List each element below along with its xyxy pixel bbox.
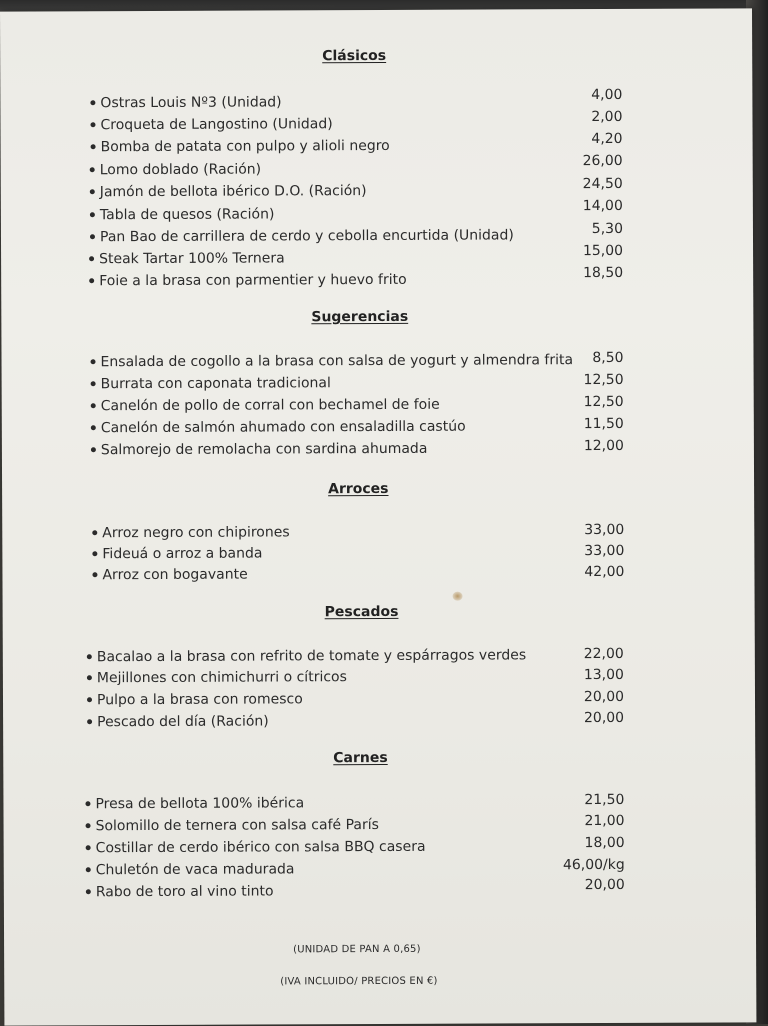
menu-item [86, 882, 274, 901]
bullet-icon [92, 551, 97, 556]
bullet-icon [86, 867, 91, 872]
bullet-icon [91, 447, 96, 452]
menu-item-name: Fideuá o arroz a banda [102, 545, 263, 563]
menu-item-price: 22,00 [583, 645, 624, 663]
bullet-icon [92, 572, 97, 577]
menu-item-price: 20,00 [584, 876, 625, 894]
bullet-icon [89, 278, 94, 283]
bullet-icon [86, 823, 91, 828]
menu-item-name: Costillar de cerdo ibérico con salsa BBQ casera [95, 838, 426, 857]
menu-item-price: 2,00 [591, 108, 623, 126]
menu-item-name: Rabo de toro al vino tinto [95, 883, 274, 901]
menu-item [87, 646, 526, 666]
menu-item-name: Presa de bellota 100% ibérica [95, 795, 305, 813]
menu-item-price: 46,00/kg [562, 856, 625, 874]
menu-item-name: Bomba de patata con pulpo y alioli negro [100, 137, 390, 156]
menu-item-name: Jamón de bellota ibérico D.O. (Ración) [99, 183, 367, 201]
menu-item-price: 33,00 [584, 542, 625, 560]
menu-item [87, 690, 303, 709]
menu-item-name: Ensalada de cogollo a la brasa con salsa de yogurt y almendra frita [100, 352, 574, 371]
section-title-pescados: Pescados [324, 603, 399, 621]
menu-item [90, 182, 367, 201]
menu-item-name: Solomillo de ternera con salsa café París [95, 816, 379, 835]
tax-note: (IVA INCLUIDO/ PRECIOS EN €) [280, 975, 438, 988]
menu-item-price: 33,00 [584, 521, 625, 539]
bread-note: (UNIDAD DE PAN A 0,65) [293, 943, 421, 956]
menu-item [85, 794, 304, 813]
menu-item-price: 18,50 [583, 264, 624, 282]
bullet-icon [87, 697, 92, 702]
bullet-icon [87, 675, 92, 680]
menu-item-price: 4,20 [591, 130, 623, 148]
section-title-clasicos: Clásicos [322, 47, 387, 65]
menu-item-name: Ostras Louis Nº3 (Unidad) [100, 94, 282, 112]
menu-item-price: 20,00 [583, 709, 625, 727]
menu-item [87, 668, 347, 687]
section-title-arroces: Arroces [328, 480, 389, 498]
bullet-icon [91, 403, 96, 408]
menu-item-name: Burrata con caponata tradicional [100, 375, 331, 393]
bullet-icon [92, 530, 97, 535]
menu-item-price: 21,50 [584, 791, 625, 809]
menu-item [87, 712, 269, 731]
menu-item-name: Canelón de salmón ahumado con ensaladilla castúo [100, 418, 466, 437]
menu-item-name: Steak Tartar 100% Ternera [99, 250, 285, 268]
menu-item-price: 13,00 [583, 666, 624, 684]
menu-item-price: 26,00 [582, 152, 623, 170]
menu-item [90, 115, 332, 134]
bullet-icon [90, 167, 95, 172]
menu-item [92, 523, 289, 542]
menu-item-name: Croqueta de Langostino (Unidad) [100, 116, 333, 134]
menu-item [86, 816, 379, 835]
menu-item [91, 440, 428, 459]
menu-item [90, 351, 573, 371]
bullet-icon [85, 801, 90, 806]
bullet-icon [90, 234, 95, 239]
bullet-icon [90, 212, 95, 217]
menu-page [0, 8, 756, 1025]
menu-item-price: 5,30 [591, 220, 623, 238]
menu-item-name: Arroz negro con chipirones [102, 524, 290, 542]
menu-item [90, 205, 275, 224]
menu-item [90, 93, 281, 112]
menu-item-price: 20,00 [583, 688, 625, 706]
bullet-icon [86, 845, 91, 850]
menu-item [90, 161, 262, 180]
menu-item-name: Pan Bao de carrillera de cerdo y cebolla encurtida (Unidad) [99, 227, 514, 246]
menu-item-price: 12,00 [583, 437, 624, 455]
bullet-icon [86, 889, 91, 894]
menu-item-price: 12,50 [583, 371, 624, 389]
menu-item-name: Lomo doblado (Ración) [99, 161, 262, 179]
menu-item-price: 12,50 [583, 393, 624, 411]
menu-item-price: 24,50 [582, 175, 623, 193]
menu-item-name: Tabla de quesos (Ración) [99, 206, 275, 224]
bullet-icon [91, 381, 96, 386]
bullet-icon [89, 256, 94, 261]
menu-item [92, 545, 262, 564]
bullet-icon [91, 425, 96, 430]
menu-item-name: Pescado del día (Ración) [97, 713, 269, 731]
menu-item [91, 396, 440, 416]
bullet-icon [90, 100, 95, 105]
menu-item-price: 15,00 [582, 242, 624, 260]
menu-item-price: 11,50 [583, 415, 624, 433]
menu-item-price: 21,00 [584, 812, 625, 830]
bullet-icon [90, 189, 95, 194]
menu-item-name: Bacalao a la brasa con refrito de tomate y espárragos verdes [96, 647, 527, 666]
menu-item [90, 226, 514, 246]
menu-item [91, 137, 390, 156]
menu-item [86, 860, 295, 879]
menu-item-name: Foie a la brasa con parmentier y huevo frito [99, 271, 407, 290]
menu-item [89, 249, 285, 268]
menu-item-price: 18,00 [584, 834, 625, 852]
menu-item-price: 4,00 [591, 86, 623, 104]
menu-item-price: 14,00 [582, 197, 623, 215]
bullet-icon [91, 144, 96, 149]
menu-item [91, 374, 331, 393]
menu-item-name: Salmorejo de remolacha con sardina ahumada [100, 440, 428, 459]
section-title-sugerencias: Sugerencias [311, 308, 409, 326]
menu-item-name: Canelón de pollo de corral con bechamel de foie [100, 396, 440, 415]
menu-item [89, 271, 407, 290]
menu-item [86, 838, 426, 857]
menu-item-name: Arroz con bogavante [102, 566, 248, 584]
bullet-icon [91, 359, 96, 364]
paper-stain [453, 592, 463, 601]
menu-item [91, 418, 466, 438]
bullet-icon [87, 719, 92, 724]
menu-item-price: 42,00 [584, 563, 625, 581]
menu-item-price: 8,50 [592, 349, 624, 367]
menu-item-name: Pulpo a la brasa con romesco [96, 691, 303, 709]
menu-item-name: Mejillones con chimichurri o cítricos [96, 669, 347, 687]
menu-item-name: Chuletón de vaca madurada [95, 861, 295, 879]
bullet-icon [87, 654, 92, 659]
section-title-carnes: Carnes [333, 749, 388, 767]
bullet-icon [90, 122, 95, 127]
menu-item [92, 566, 247, 585]
